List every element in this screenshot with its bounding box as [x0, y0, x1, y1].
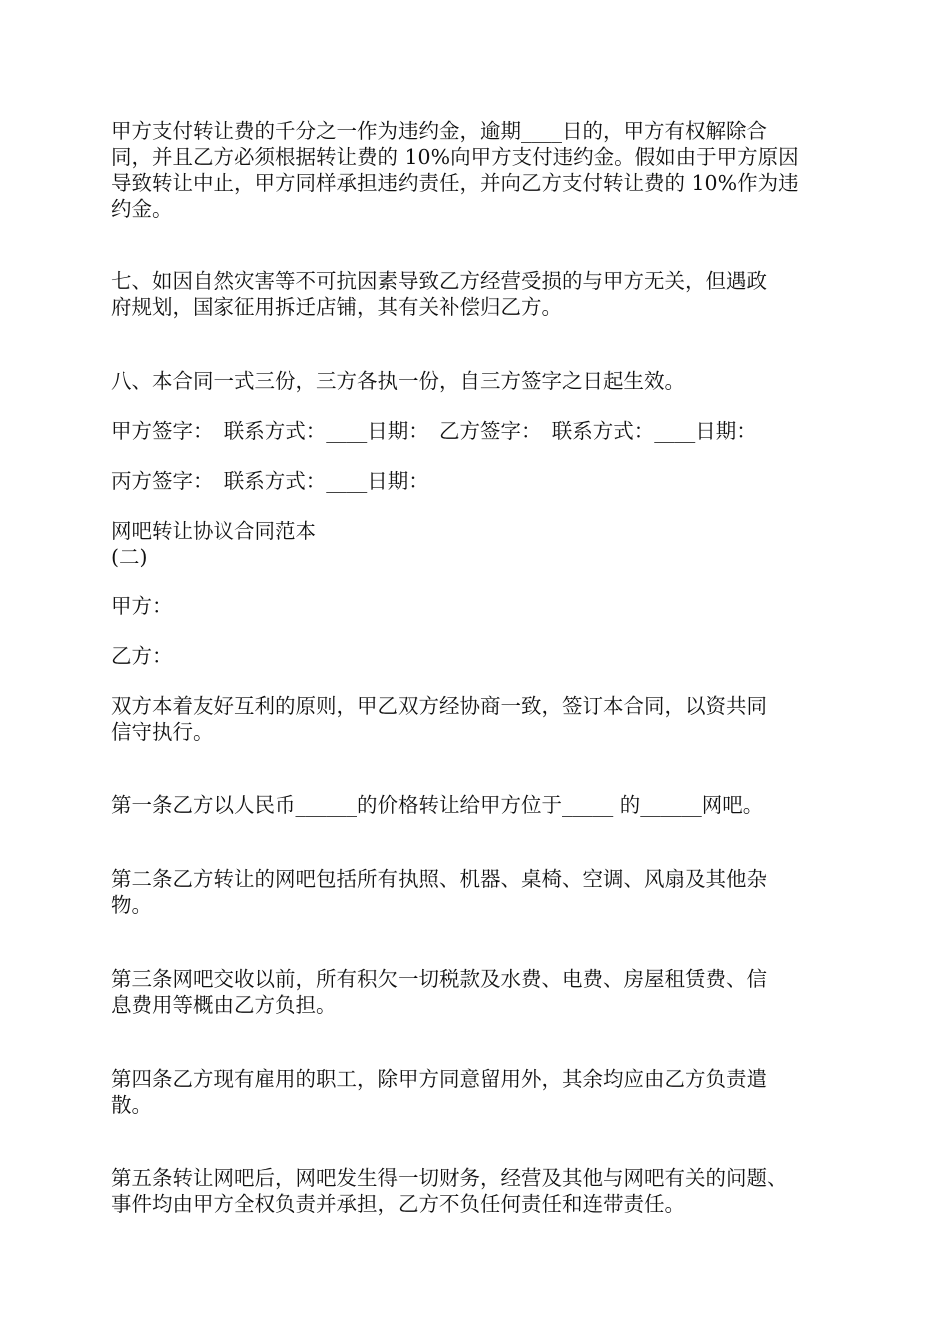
title-subline: (二)	[111, 545, 148, 569]
penalty-clause-paragraph	[111, 118, 846, 222]
text-line: 丙方签字： 联系方式：____日期：	[111, 469, 429, 493]
text-line: 信守执行。	[111, 720, 214, 744]
preamble-paragraph	[111, 693, 846, 745]
text-line: 约金。	[111, 197, 173, 221]
article-2-paragraph	[111, 866, 846, 918]
party-b-label	[111, 643, 846, 669]
text-line: 第一条乙方以人民币______的价格转让给甲方位于_____ 的______网吧。	[111, 793, 764, 817]
text-line: 第五条转让网吧后，网吧发生得一切财务，经营及其他与网吧有关的问题、	[111, 1166, 788, 1190]
text-line: 乙方：	[111, 644, 173, 668]
title-line: 网吧转让协议合同范本	[111, 519, 316, 543]
clause-seven-paragraph	[111, 268, 846, 320]
party-a-label	[111, 593, 846, 619]
text-line: 散。	[111, 1093, 152, 1117]
text-line: 导致转让中止，甲方同样承担违约责任，并向乙方支付转让费的 10%作为违	[111, 171, 799, 195]
section-title	[111, 518, 846, 570]
text-line: 甲方支付转让费的千分之一作为违约金，逾期____日的，甲方有权解除合	[111, 119, 767, 143]
text-line: 同，并且乙方必须根据转让费的 10%向甲方支付违约金。假如由于甲方原因	[111, 145, 799, 169]
signature-line-2	[111, 468, 846, 494]
text-line: 双方本着友好互利的原则，甲乙双方经协商一致，签订本合同，以资共同	[111, 694, 767, 718]
text-line: 物。	[111, 893, 152, 917]
clause-eight-paragraph	[111, 368, 846, 394]
article-1-paragraph	[111, 792, 846, 818]
text-line: 息费用等概由乙方负担。	[111, 993, 337, 1017]
text-line: 第四条乙方现有雇用的职工，除甲方同意留用外，其余均应由乙方负责遣	[111, 1067, 767, 1091]
text-line: 第三条网吧交收以前，所有积欠一切税款及水费、电费、房屋租赁费、信	[111, 967, 767, 991]
text-line: 府规划，国家征用拆迁店铺，其有关补偿归乙方。	[111, 295, 562, 319]
text-line: 七、如因自然灾害等不可抗因素导致乙方经营受损的与甲方无关，但遇政	[111, 269, 767, 293]
signature-line-1	[111, 418, 846, 444]
text-line: 甲方签字： 联系方式：____日期： 乙方签字： 联系方式：____日期：	[111, 419, 757, 443]
article-5-paragraph	[111, 1165, 846, 1217]
article-4-paragraph	[111, 1066, 846, 1118]
text-line: 甲方：	[111, 594, 173, 618]
text-line: 事件均由甲方全权负责并承担，乙方不负任何责任和连带责任。	[111, 1192, 685, 1216]
text-line: 八、本合同一式三份，三方各执一份，自三方签字之日起生效。	[111, 369, 685, 393]
article-3-paragraph	[111, 966, 846, 1018]
text-line: 第二条乙方转让的网吧包括所有执照、机器、桌椅、空调、风扇及其他杂	[111, 867, 767, 891]
